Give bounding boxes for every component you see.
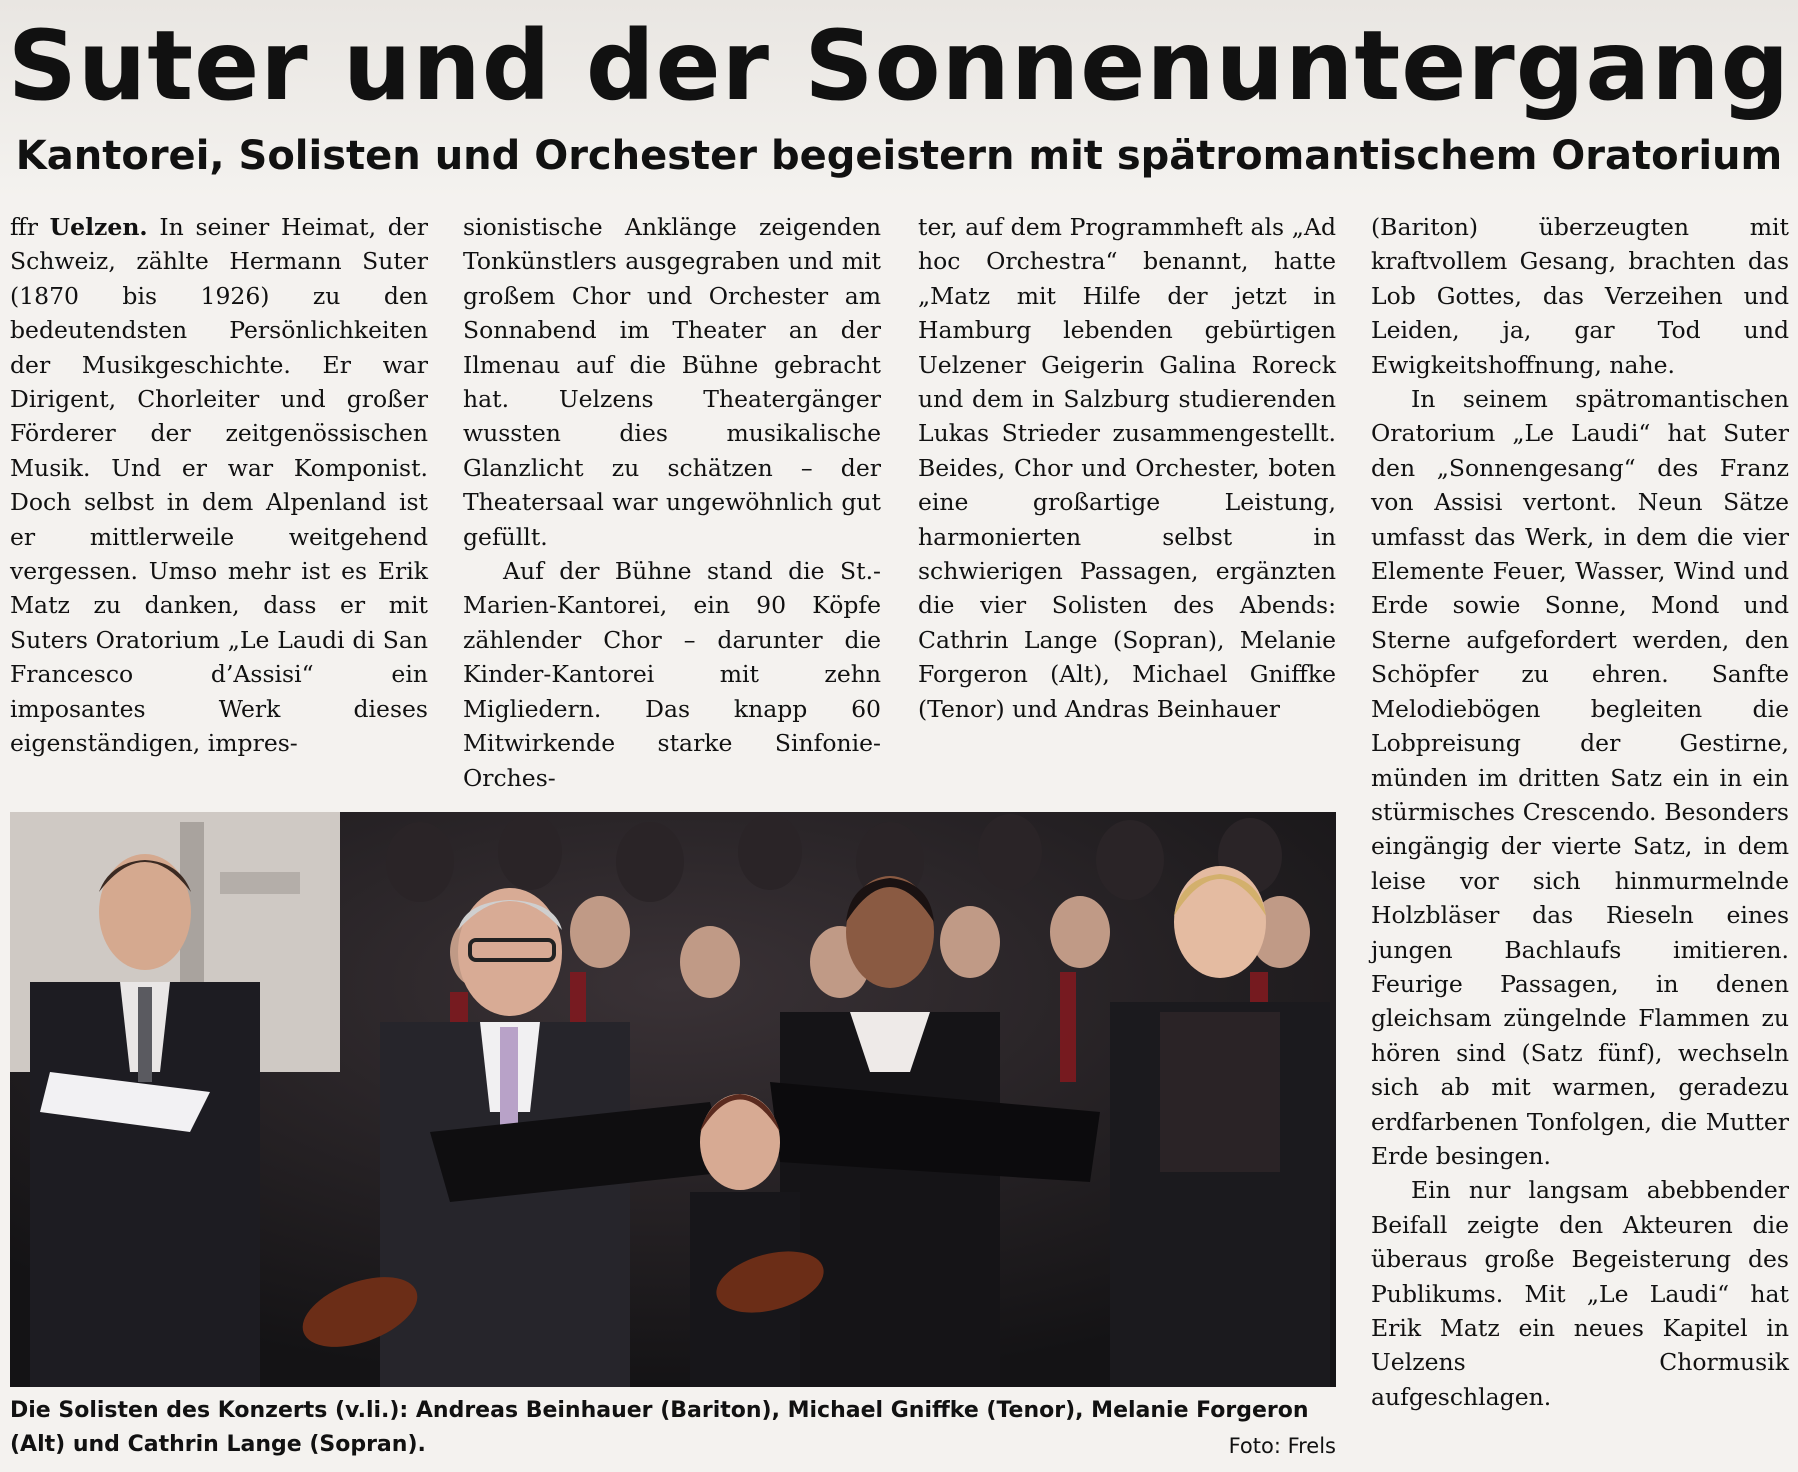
concert-photo (10, 812, 1336, 1387)
article-column-3 (918, 210, 1336, 770)
soloists-illustration (10, 812, 1336, 1387)
headline: Suter und der Sonnenuntergang (7, 10, 1791, 122)
photo-credit: Foto: Frels (1228, 1434, 1336, 1458)
paragraph: In seinem spätromantischen Oratorium „Le Laudi“ hat Suter den „Sonnengesang“ des Franz von Assisi vertont. Neun Sätze umfasst das Werk, in dem die vier Elemente Feuer, Wasser, Wind und Erde sowie Sonne, Mond und Sterne aufgefordert werden, den Schöpfer zu ehren. Sanfte Melodiebögen begleiten die Lobpreisung der Gestirne, münden im dritten Satz ein in ein stürmisches Crescendo. Besonders eingängig der vierte Satz, in dem leise vor sich hinmurmelnde Holzbläser das Rieseln eines jungen Bachlaufs imitieren. Feurige Passagen, in denen gleichsam züngelnde Flammen zu hören sind (Satz fünf), wechseln sich ab mit warmen, geradezu erdfarbenen Tonfolgen, die Mutter Erde besingen. (1371, 385, 1789, 1170)
subheadline: Kantorei, Solisten und Orchester begeistern mit spätromantischem Oratorium (15, 133, 1783, 179)
paragraph: Ein nur langsam abebbender Beifall zeigte den Akteuren die überaus große Begeisterung des Publikums. Mit „Le Laudi“ hat Erik Matz ein neues Kapitel in Uelzens Chormusik aufgeschlagen. (1371, 1176, 1789, 1411)
article-column-1 (10, 210, 428, 770)
article-column-4 (1371, 210, 1789, 1472)
dateline-author: ffr (10, 213, 38, 241)
paragraph: (Bariton) überzeugten mit kraftvollem Gesang, brachten das Lob Gottes, das Verzeihen und Leiden, ja, gar Tod und Ewigkeitshoffnung, nahe. (1371, 213, 1789, 379)
paragraph-text: In seiner Heimat, der Schweiz, zählte Hermann Suter (1870 bis 1926) zu den bedeutendsten Persönlichkeiten der Musikgeschichte. Er war Dirigent, Chorleiter und großer Förderer der zeitgenössischen Musik. Und er war Komponist. Doch selbst in dem Alpenland ist er mittlerweile weitgehend vergessen. Umso mehr ist es Erik Matz zu danken, dass er mit Suters Oratorium „Le Laudi di San Francesco d’Assisi“ ein imposantes Werk dieses eigenständigen, impres- (10, 213, 428, 758)
paragraph: sionistische Anklänge zeigenden Tonkünstlers ausgegraben und mit großem Chor und Orchester am Sonnabend im Theater an der Ilmenau auf die Bühne gebracht hat. Uelzens Theatergänger wussten dies musikalische Glanzlicht zu schätzen – der Theatersaal war ungewöhnlich gut gefüllt. (463, 213, 881, 551)
photo-caption (10, 1394, 1336, 1462)
caption-text: Die Solisten des Konzerts (v.li.): Andreas Beinhauer (Bariton), Michael Gniffke (Tenor), Melanie Forgeron (Alt) und Cathrin Lange (Sopran). (10, 1398, 1309, 1457)
dateline-place: Uelzen. (49, 213, 148, 241)
paragraph (10, 210, 428, 761)
paragraph: Auf der Bühne stand die St.-Marien-Kantorei, ein 90 Köpfe zählender Chor – darunter die Kinder-Kantorei mit zehn Migliedern. Das knapp 60 Mitwirkende starke Sinfonie-Orches- (463, 557, 881, 792)
article-column-2 (463, 210, 881, 792)
paragraph: ter, auf dem Programmheft als „Ad hoc Orchestra“ benannt, hatte „Matz mit Hilfe der jetzt in Hamburg lebenden gebürtigen Uelzener Geigerin Galina Roreck und dem in Salzburg studierenden Lukas Strieder zusammengestellt. Beides, Chor und Orchester, boten eine großartige Leistung, harmonierten selbst in schwierigen Passagen, ergänzten die vier Solisten des Abends: Cathrin Lange (Sopran), Melanie Forgeron (Alt), Michael Gniffke (Tenor) und Andras Beinhauer (918, 213, 1336, 723)
